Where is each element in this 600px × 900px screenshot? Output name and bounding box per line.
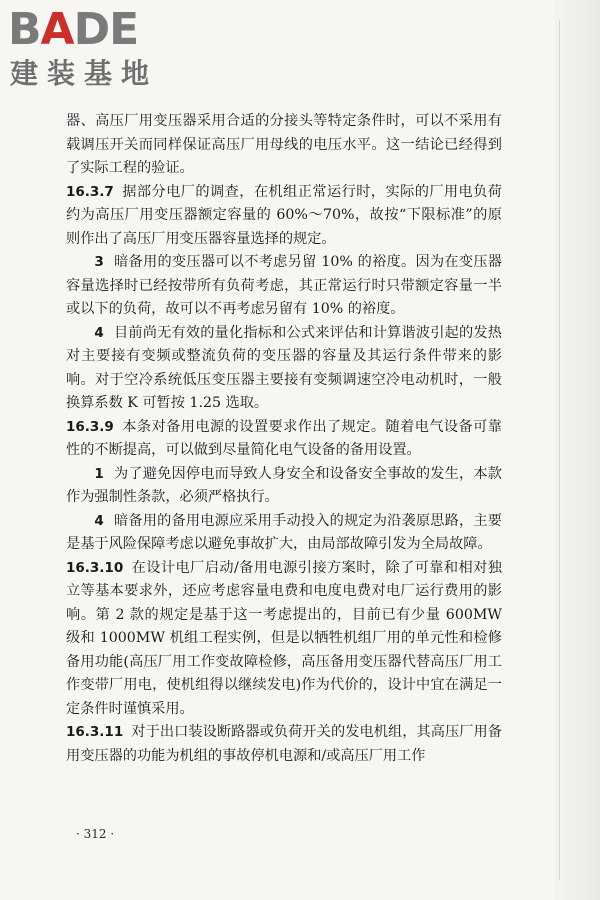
document-body: [66, 110, 502, 768]
item-1: 1 为了避免因停电而导致人身安全和设备安全事故的发生，本款作为强制性条款，必须严格执行。: [66, 465, 502, 505]
item-3: 3 暗备用的变压器可以不考虑另留 10% 的裕度。因为在变压器容量选择时已经按带所有负荷考虑，其正常运行时只带额定容量一半或以下的负荷，故可以不再考虑另留有 10% 的裕度。: [66, 254, 502, 317]
item-number: 4: [94, 324, 104, 341]
item-number: 3: [94, 254, 104, 270]
logo-accent-letter: A: [40, 4, 74, 55]
clause-number: 16.3.10: [66, 559, 124, 576]
logo-wordmark: BADE: [8, 4, 139, 55]
logo-chinese-name: 建装基地: [10, 57, 159, 90]
item-number: 1: [94, 465, 104, 482]
clause-16-3-10: 16.3.10 在设计电厂启动/备用电源引接方案时，除了可靠和相对独立等基本要求外，还应考虑容量电费和电度电费对电厂运行费用的影响。第 2 款的规定是基于这一考虑提出的，目前已有少量 600MW 级和 1000MW 机组工程实例，但是以牺牲机组厂用的单元性和检修备用功能(高压厂用工作变故障检修，高压备用变压器代替高压厂用工作变带厂用电，使机组得以继续发电)作为代价的，设计中宜在满足一定条件时谨慎采用。: [66, 559, 502, 717]
paragraph-continuation: 器、高压厂用变压器采用合适的分接头等特定条件时，可以不采用有载调压开关而同样保证高压厂用母线的电压水平。这一结论已经得到了实际工程的验证。: [66, 113, 502, 176]
item-4: 4 目前尚无有效的量化指标和公式来评估和计算谐波引起的发热对主要接有变频或整流负荷的变压器的容量及其运行条件带来的影响。对于空冷系统低压变压器主要接有变频调速空冷电动机时，一般换算系数 K 可暂按 1.25 选取。: [66, 324, 502, 411]
page-number: · 312 ·: [76, 827, 115, 841]
clause-number: 16.3.9: [66, 418, 114, 435]
page-edge-shadow: [554, 0, 600, 900]
clause-16-3-9: 16.3.9 本条对备用电源的设置要求作出了规定。随着电气设备可靠性的不断提高，可以做到尽量简化电气设备的备用设置。: [66, 418, 502, 458]
item-4: 4 暗备用的备用电源应采用手动投入的规定为沿袭原思路，主要是基于风险保障考虑以避免事故扩大，由局部故障引发为全局故障。: [66, 512, 502, 552]
page-edge-line: [559, 20, 560, 880]
clause-number: 16.3.11: [66, 724, 124, 740]
clause-number: 16.3.7: [66, 183, 114, 200]
bade-logo: [8, 6, 178, 92]
item-number: 4: [94, 512, 104, 529]
clause-16-3-11: 16.3.11 对于出口装设断路器或负荷开关的发电机组，其高压厂用备用变压器的功能为机组的事故停机电源和/或高压厂用工作: [66, 724, 502, 764]
clause-16-3-7: 16.3.7 据部分电厂的调查，在机组正常运行时，实际的厂用电负荷约为高压厂用变压器额定容量的 60%～70%，故按“下限标准”的原则作出了高压厂用变压器容量选择的规定。: [66, 183, 502, 247]
